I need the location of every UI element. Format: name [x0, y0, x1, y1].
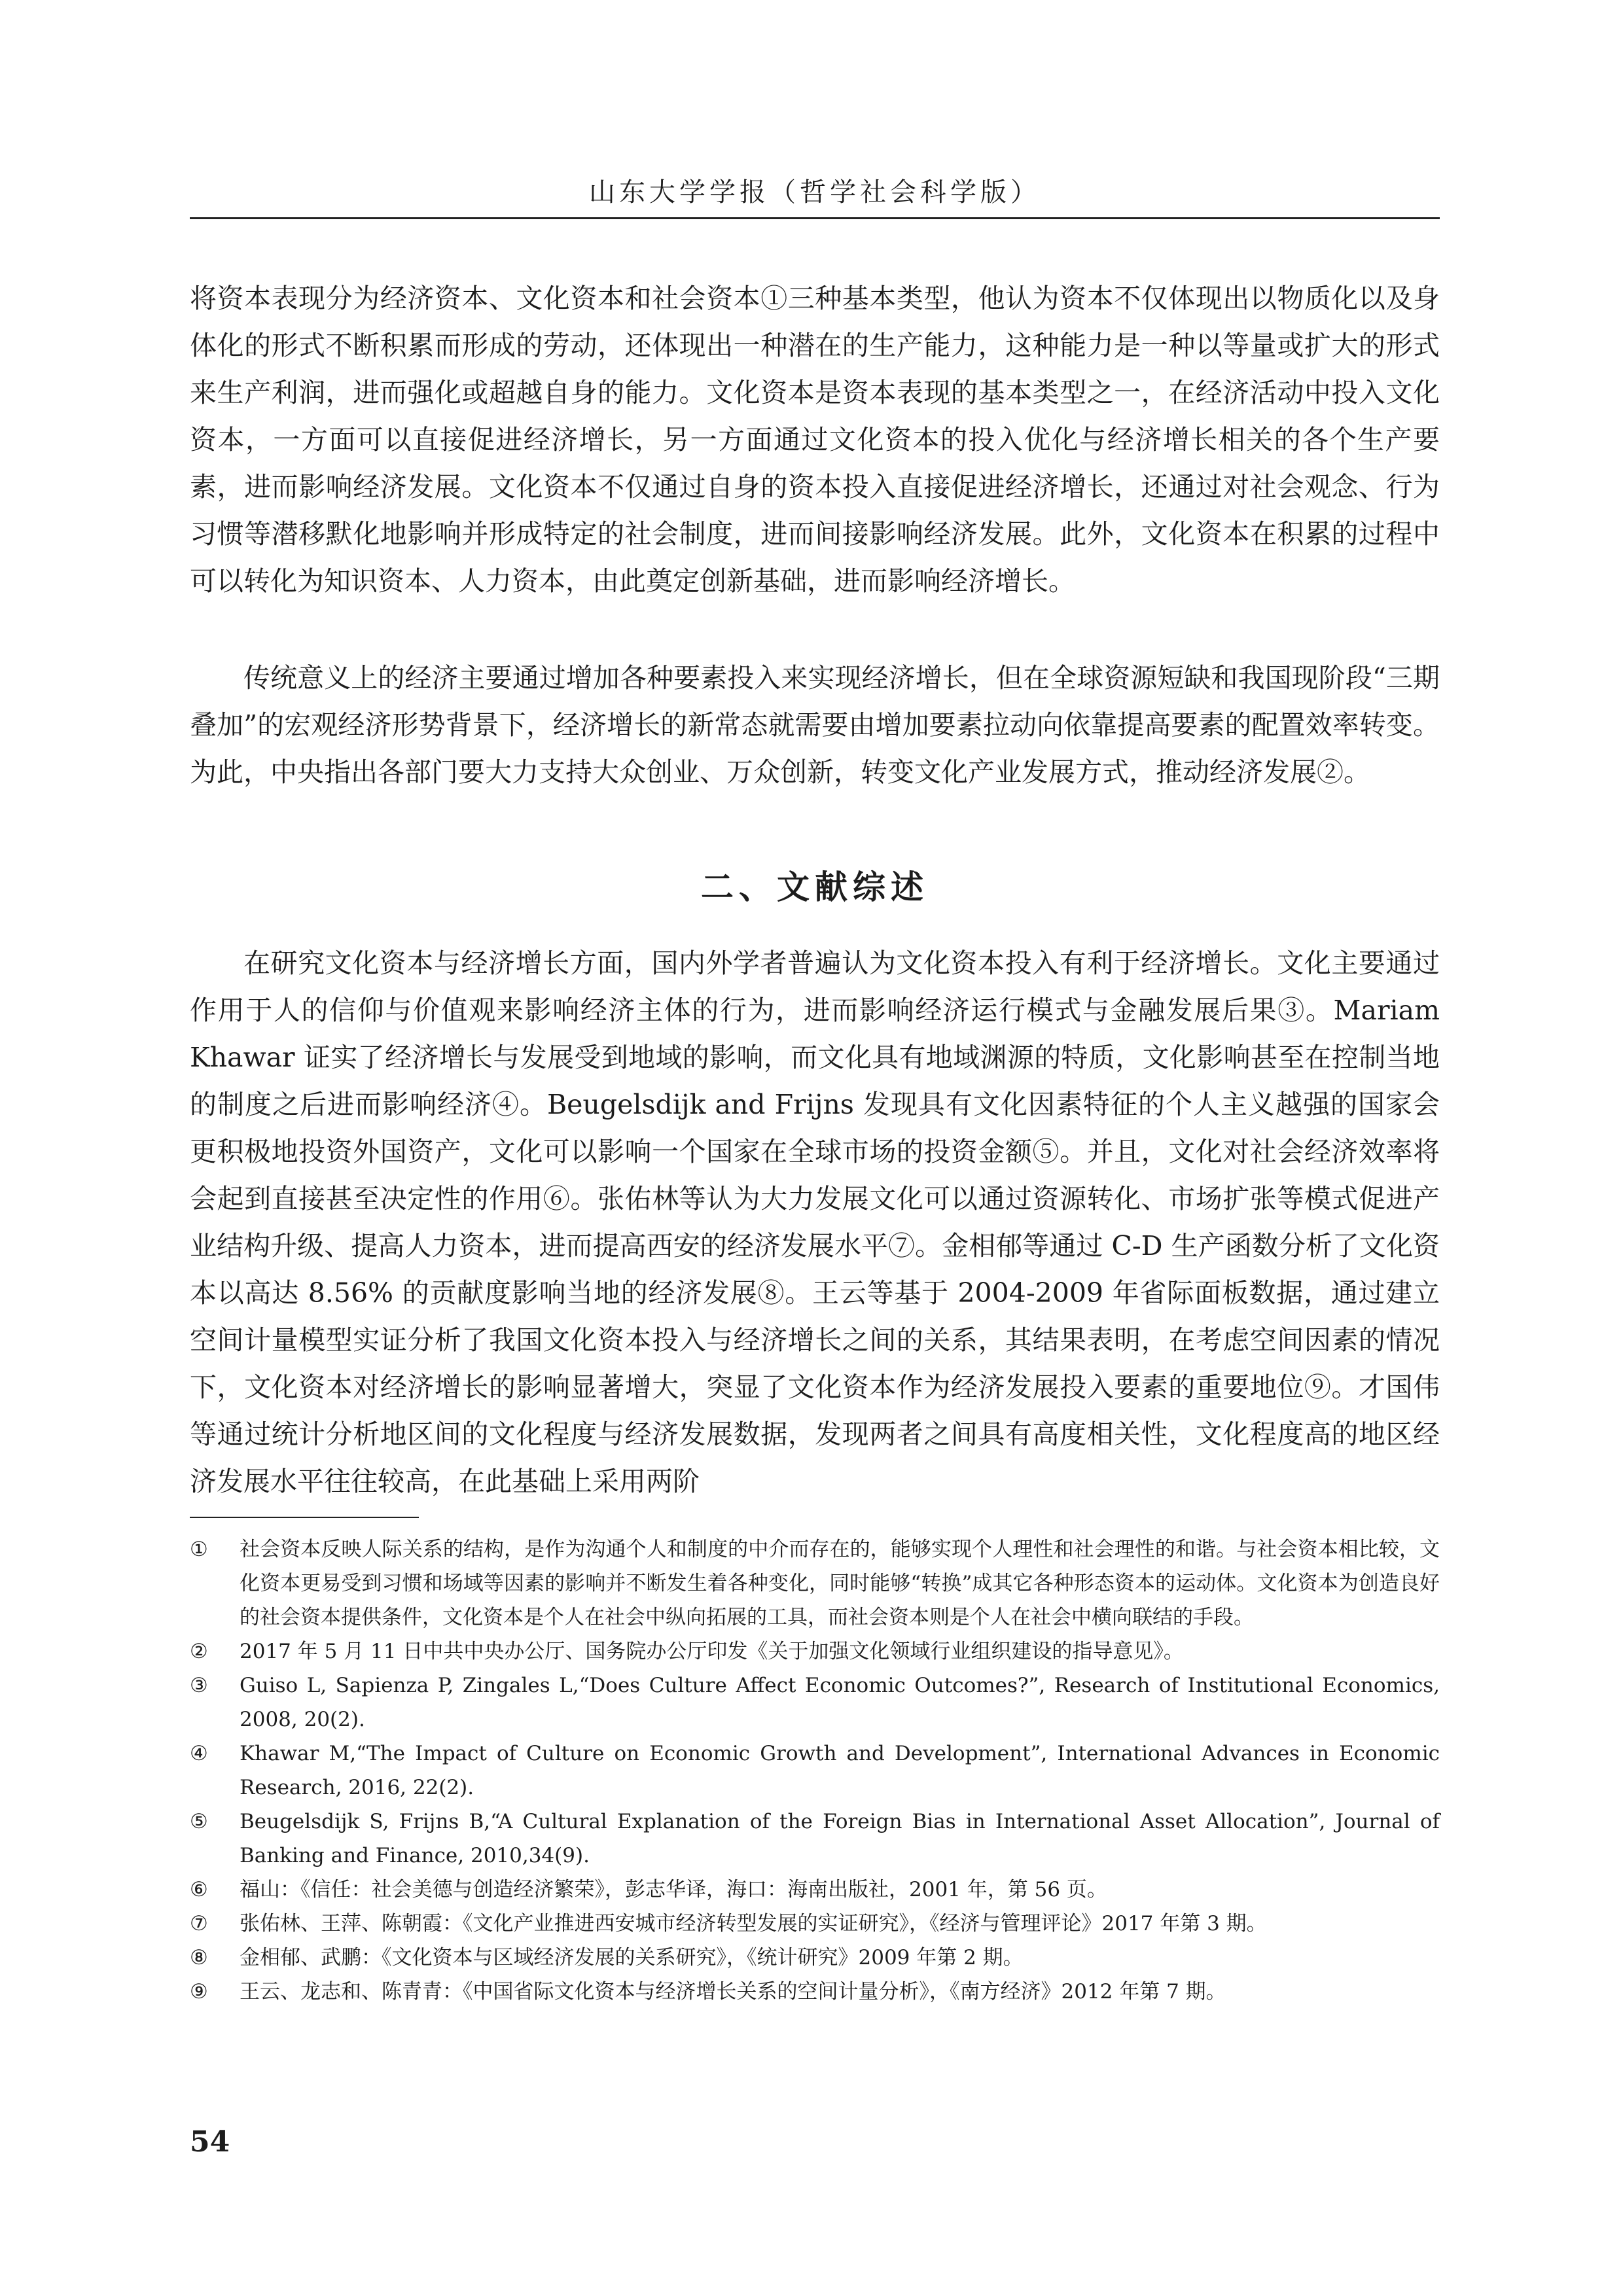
footnote-item	[190, 1737, 1440, 1805]
body-paragraph-1: 将资本表现分为经济资本、文化资本和社会资本①三种基本类型，他认为资本不仅体现出以物质化以及身体化的形式不断积累而形成的劳动，还体现出一种潜在的生产能力，这种能力是一种以等量或扩大的形式来生产利润，进而强化或超越自身的能力。文化资本是资本表现的基本类型之一，在经济活动中投入文化资本，一方面可以直接促进经济增长，另一方面通过文化资本的投入优化与经济增长相关的各个生产要素，进而影响经济发展。文化资本不仅通过自身的资本投入直接促进经济增长，还通过对社会观念、行为习惯等潜移默化地影响并形成特定的社会制度，进而间接影响经济发展。此外，文化资本在积累的过程中可以转化为知识资本、人力资本，由此奠定创新基础，进而影响经济增长。	[190, 283, 1440, 597]
footnote-item	[190, 1634, 1440, 1669]
body-paragraph-2: 传统意义上的经济主要通过增加各种要素投入来实现经济增长，但在全球资源短缺和我国现阶段“三期叠加”的宏观经济形势背景下，经济增长的新常态就需要由增加要素拉动向依靠提高要素的配置效率转变。为此，中央指出各部门要大力支持大众创业、万众创新，转变文化产业发展方式，推动经济发展②。	[190, 662, 1440, 788]
footnote-mark: ①	[190, 1538, 208, 1561]
footnote-text: 张佑林、王萍、陈朝霞：《文化产业推进西安城市经济转型发展的实证研究》，《经济与管理评论》2017 年第 3 期。	[240, 1912, 1267, 1935]
footnote-divider	[190, 1517, 419, 1518]
page-number: 54	[190, 2125, 230, 2159]
footnote-text: 金相郁、武鹏：《文化资本与区域经济发展的关系研究》，《统计研究》2009 年第 2 期。	[240, 1946, 1024, 1969]
footnote-item	[190, 1907, 1440, 1941]
footnote-mark: ⑨	[190, 1980, 208, 2004]
footnote-mark: ③	[190, 1674, 208, 1697]
footnote-mark: ⑦	[190, 1912, 208, 1935]
footnote-item	[190, 1532, 1440, 1634]
footnote-text: Beugelsdijk S, Frijns B,“A Cultural Explanation of the Foreign Bias in International Asset Allocation”, Journal of Banking and Finance, 2010,34(9).	[240, 1810, 1440, 1867]
footnote-text: 福山：《信任：社会美德与创造经济繁荣》，彭志华译，海口：海南出版社，2001 年，第 56 页。	[240, 1878, 1107, 1901]
footnote-text: 社会资本反映人际关系的结构，是作为沟通个人和制度的中介而存在的，能够实现个人理性和社会理性的和谐。与社会资本相比较，文化资本更易受到习惯和场域等因素的影响并不断发生着各种变化，同时能够“转换”成其它各种形态资本的运动体。文化资本为创造良好的社会资本提供条件，文化资本是个人在社会中纵向拓展的工具，而社会资本则是个人在社会中横向联结的手段。	[240, 1538, 1440, 1629]
footnote-text: Khawar M,“The Impact of Culture on Economic Growth and Development”, International Advances in Economic Research, 2016, 22(2).	[240, 1742, 1440, 1799]
footnote-item	[190, 1805, 1440, 1873]
body-paragraph-3: 在研究文化资本与经济增长方面，国内外学者普遍认为文化资本投入有利于经济增长。文化主要通过作用于人的信仰与价值观来影响经济主体的行为，进而影响经济运行模式与金融发展后果③。Mariam Khawar 证实了经济增长与发展受到地域的影响，而文化具有地域渊源的特质，文化影响甚至在控制当地的制度之后进而影响经济④。Beugelsdijk and Frijns 发现具有文化因素特征的个人主义越强的国家会更积极地投资外国资产，文化可以影响一个国家在全球市场的投资金额⑤。并且，文化对社会经济效率将会起到直接甚至决定性的作用⑥。张佑林等认为大力发展文化可以通过资源转化、市场扩张等模式促进产业结构升级、提高人力资本，进而提高西安的经济发展水平⑦。金相郁等通过 C-D 生产函数分析了文化资本以高达 8.56% 的贡献度影响当地的经济发展⑧。王云等基于 2004-2009 年省际面板数据，通过建立空间计量模型实证分析了我国文化资本投入与经济增长之间的关系，其结果表明，在考虑空间因素的情况下，文化资本对经济增长的影响显著增大，突显了文化资本作为经济发展投入要素的重要地位⑨。才国伟等通过统计分析地区间的文化程度与经济发展数据，发现两者之间具有高度相关性，文化程度高的地区经济发展水平往往较高，在此基础上采用两阶	[190, 947, 1440, 1497]
footnote-mark: ④	[190, 1742, 208, 1765]
footnote-item	[190, 1873, 1440, 1907]
footnote-list	[190, 1532, 1440, 2009]
footnote-item	[190, 1669, 1440, 1737]
section-title: 二、文献综述	[701, 868, 929, 906]
footnote-text: Guiso L, Sapienza P, Zingales L,“Does Culture Affect Economic Outcomes?”, Research of Institutional Economics, 2008, 20(2).	[240, 1674, 1440, 1731]
footnote-text: 王云、龙志和、陈青青：《中国省际文化资本与经济增长关系的空间计量分析》，《南方经济》2012 年第 7 期。	[240, 1980, 1226, 2004]
footnote-mark: ⑧	[190, 1946, 208, 1969]
footnote-item	[190, 1941, 1440, 1975]
footnote-text: 2017 年 5 月 11 日中共中央办公厅、国务院办公厅印发《关于加强文化领域行业组织建设的指导意见》。	[240, 1640, 1184, 1663]
footnote-mark: ⑤	[190, 1810, 208, 1833]
footnote-mark: ⑥	[190, 1878, 208, 1901]
footnote-mark: ②	[190, 1640, 208, 1663]
running-header: 山东大学学报（哲学社会科学版）	[589, 177, 1041, 207]
header-divider	[190, 217, 1440, 219]
footnote-item	[190, 1975, 1440, 2009]
